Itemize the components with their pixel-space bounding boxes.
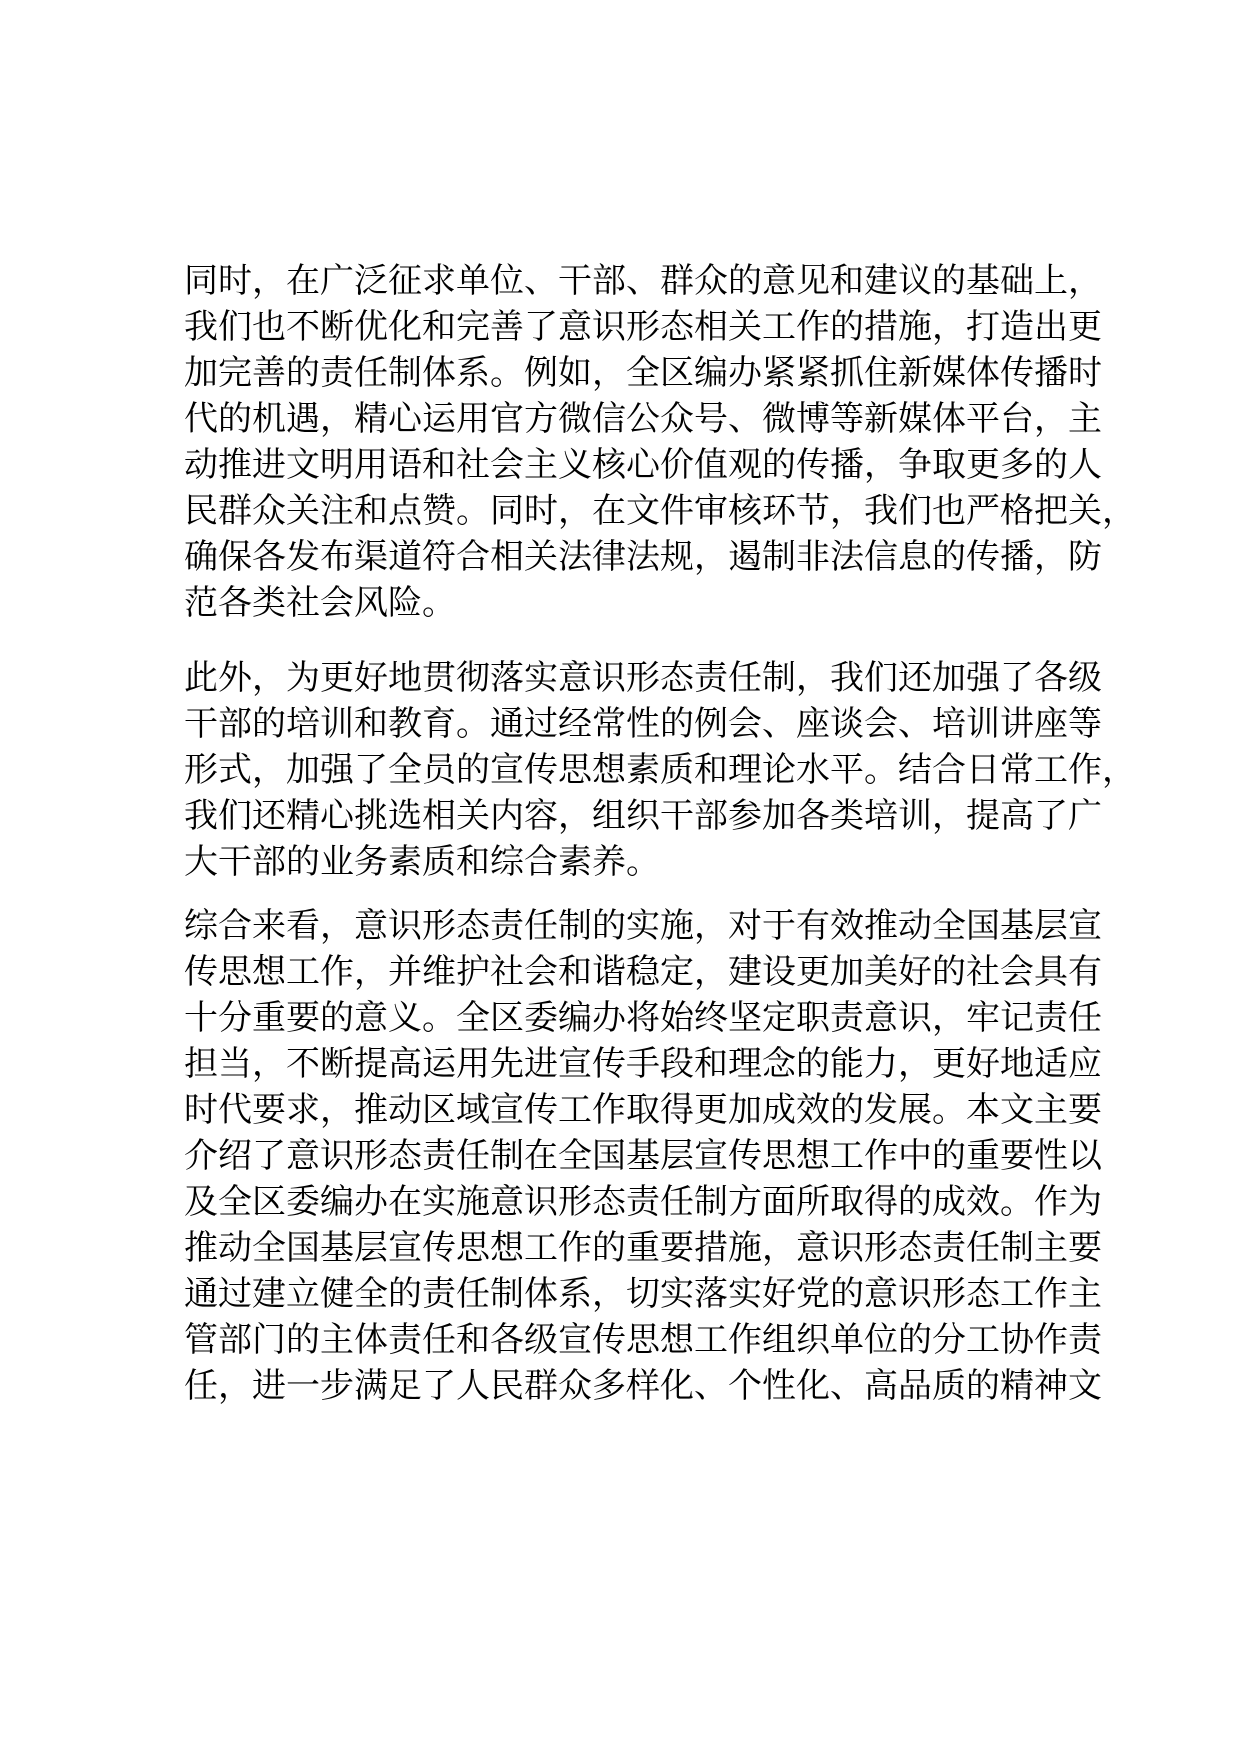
paragraph-line: 任，进一步满足了人民群众多样化、个性化、高品质的精神文: [184, 1366, 1102, 1406]
paragraph-line: 我们也不断优化和完善了意识形态相关工作的措施，打造出更: [184, 307, 1102, 347]
paragraph-line: 十分重要的意义。全区委编办将始终坚定职责意识，牢记责任: [184, 998, 1102, 1038]
paragraph-3: [184, 903, 1102, 1409]
paragraph-line: 及全区委编办在实施意识形态责任制方面所取得的成效。作为: [184, 1182, 1102, 1222]
paragraph-line: 综合来看，意识形态责任制的实施，对于有效推动全国基层宣: [184, 906, 1102, 946]
paragraph-line: 代的机遇，精心运用官方微信公众号、微博等新媒体平台，主: [184, 399, 1102, 439]
paragraph-line: 干部的培训和教育。通过经常性的例会、座谈会、培训讲座等: [184, 704, 1102, 744]
paragraph-line: 传思想工作，并维护社会和谐稳定，建设更加美好的社会具有: [184, 952, 1102, 992]
paragraph-2: [184, 655, 1136, 885]
paragraph-line: 同时，在广泛征求单位、干部、群众的意见和建议的基础上，: [184, 261, 1102, 301]
paragraph-line: 我们还精心挑选相关内容，组织干部参加各类培训，提高了广: [184, 796, 1102, 836]
paragraph-line: 确保各发布渠道符合相关法律法规，遏制非法信息的传播，防: [184, 537, 1102, 577]
paragraph-line: 通过建立健全的责任制体系，切实落实好党的意识形态工作主: [184, 1274, 1102, 1314]
paragraph-line: 此外，为更好地贯彻落实意识形态责任制，我们还加强了各级: [184, 658, 1102, 698]
paragraph-line: 管部门的主体责任和各级宣传思想工作组织单位的分工协作责: [184, 1320, 1102, 1360]
paragraph-line: 范各类社会风险。: [184, 583, 456, 623]
paragraph-line: 民群众关注和点赞。同时，在文件审核环节，我们也严格把关，: [184, 491, 1136, 531]
paragraph-line: 加完善的责任制体系。例如，全区编办紧紧抓住新媒体传播时: [184, 353, 1102, 393]
paragraph-line: 介绍了意识形态责任制在全国基层宣传思想工作中的重要性以: [184, 1136, 1102, 1176]
paragraph-line: 推动全国基层宣传思想工作的重要措施，意识形态责任制主要: [184, 1228, 1102, 1268]
paragraph-1: [184, 258, 1136, 626]
paragraph-line: 动推进文明用语和社会主义核心价值观的传播，争取更多的人: [184, 445, 1102, 485]
paragraph-line: 形式，加强了全员的宣传思想素质和理论水平。结合日常工作，: [184, 750, 1136, 790]
paragraph-line: 担当，不断提高运用先进宣传手段和理念的能力，更好地适应: [184, 1044, 1102, 1084]
paragraph-line: 大干部的业务素质和综合素养。: [184, 842, 660, 882]
paragraph-line: 时代要求，推动区域宣传工作取得更加成效的发展。本文主要: [184, 1090, 1102, 1130]
